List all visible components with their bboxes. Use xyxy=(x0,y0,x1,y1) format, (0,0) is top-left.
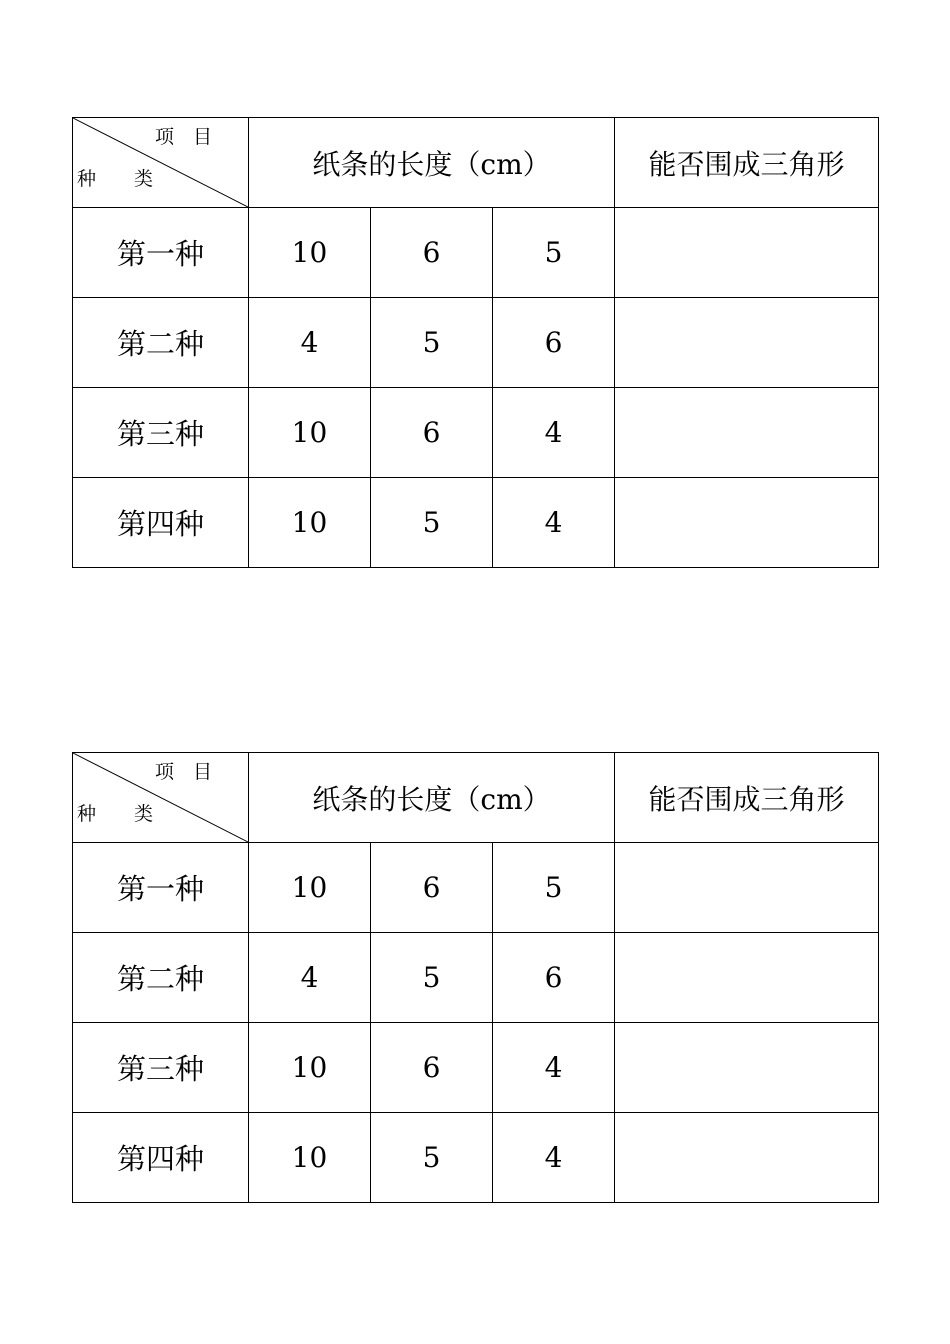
length-value: 10 xyxy=(249,1023,371,1113)
length-value: 4 xyxy=(249,298,371,388)
length-value: 5 xyxy=(371,933,493,1023)
corner-category-label: 种 类 xyxy=(77,803,154,825)
corner-cell xyxy=(73,118,249,208)
length-value: 5 xyxy=(493,208,615,298)
length-value: 4 xyxy=(249,933,371,1023)
header-row xyxy=(73,118,879,208)
result-cell xyxy=(615,208,879,298)
table-row xyxy=(73,1023,879,1113)
length-value: 6 xyxy=(371,388,493,478)
triangle-table-1 xyxy=(72,117,879,568)
table-row xyxy=(73,478,879,568)
length-value: 6 xyxy=(371,843,493,933)
table-row xyxy=(73,388,879,478)
table-row xyxy=(73,298,879,388)
result-header: 能否围成三角形 xyxy=(615,753,879,843)
length-value: 10 xyxy=(249,843,371,933)
length-value: 4 xyxy=(493,1023,615,1113)
length-value: 6 xyxy=(493,933,615,1023)
result-header: 能否围成三角形 xyxy=(615,118,879,208)
row-label: 第一种 xyxy=(73,208,249,298)
corner-category-label: 种 类 xyxy=(77,168,154,190)
table-row xyxy=(73,208,879,298)
result-cell xyxy=(615,388,879,478)
length-value: 10 xyxy=(249,478,371,568)
length-value: 10 xyxy=(249,1113,371,1203)
length-value: 5 xyxy=(371,1113,493,1203)
length-value: 4 xyxy=(493,388,615,478)
length-value: 5 xyxy=(371,298,493,388)
result-cell xyxy=(615,843,879,933)
header-row xyxy=(73,753,879,843)
row-label: 第四种 xyxy=(73,478,249,568)
length-value: 4 xyxy=(493,1113,615,1203)
length-value: 10 xyxy=(249,208,371,298)
length-header: 纸条的长度（cm） xyxy=(249,118,615,208)
result-cell xyxy=(615,298,879,388)
length-header: 纸条的长度（cm） xyxy=(249,753,615,843)
corner-item-label: 项 目 xyxy=(154,761,212,783)
result-cell xyxy=(615,478,879,568)
row-label: 第二种 xyxy=(73,933,249,1023)
table-row xyxy=(73,843,879,933)
row-label: 第三种 xyxy=(73,1023,249,1113)
row-label: 第四种 xyxy=(73,1113,249,1203)
length-value: 4 xyxy=(493,478,615,568)
row-label: 第三种 xyxy=(73,388,249,478)
length-value: 6 xyxy=(371,208,493,298)
length-value: 6 xyxy=(371,1023,493,1113)
length-value: 5 xyxy=(371,478,493,568)
result-cell xyxy=(615,1113,879,1203)
result-cell xyxy=(615,933,879,1023)
length-value: 10 xyxy=(249,388,371,478)
row-label: 第一种 xyxy=(73,843,249,933)
table-row xyxy=(73,933,879,1023)
corner-cell xyxy=(73,753,249,843)
row-label: 第二种 xyxy=(73,298,249,388)
result-cell xyxy=(615,1023,879,1113)
triangle-table-2 xyxy=(72,752,879,1203)
corner-item-label: 项 目 xyxy=(154,126,212,148)
length-value: 5 xyxy=(493,843,615,933)
table-row xyxy=(73,1113,879,1203)
length-value: 6 xyxy=(493,298,615,388)
